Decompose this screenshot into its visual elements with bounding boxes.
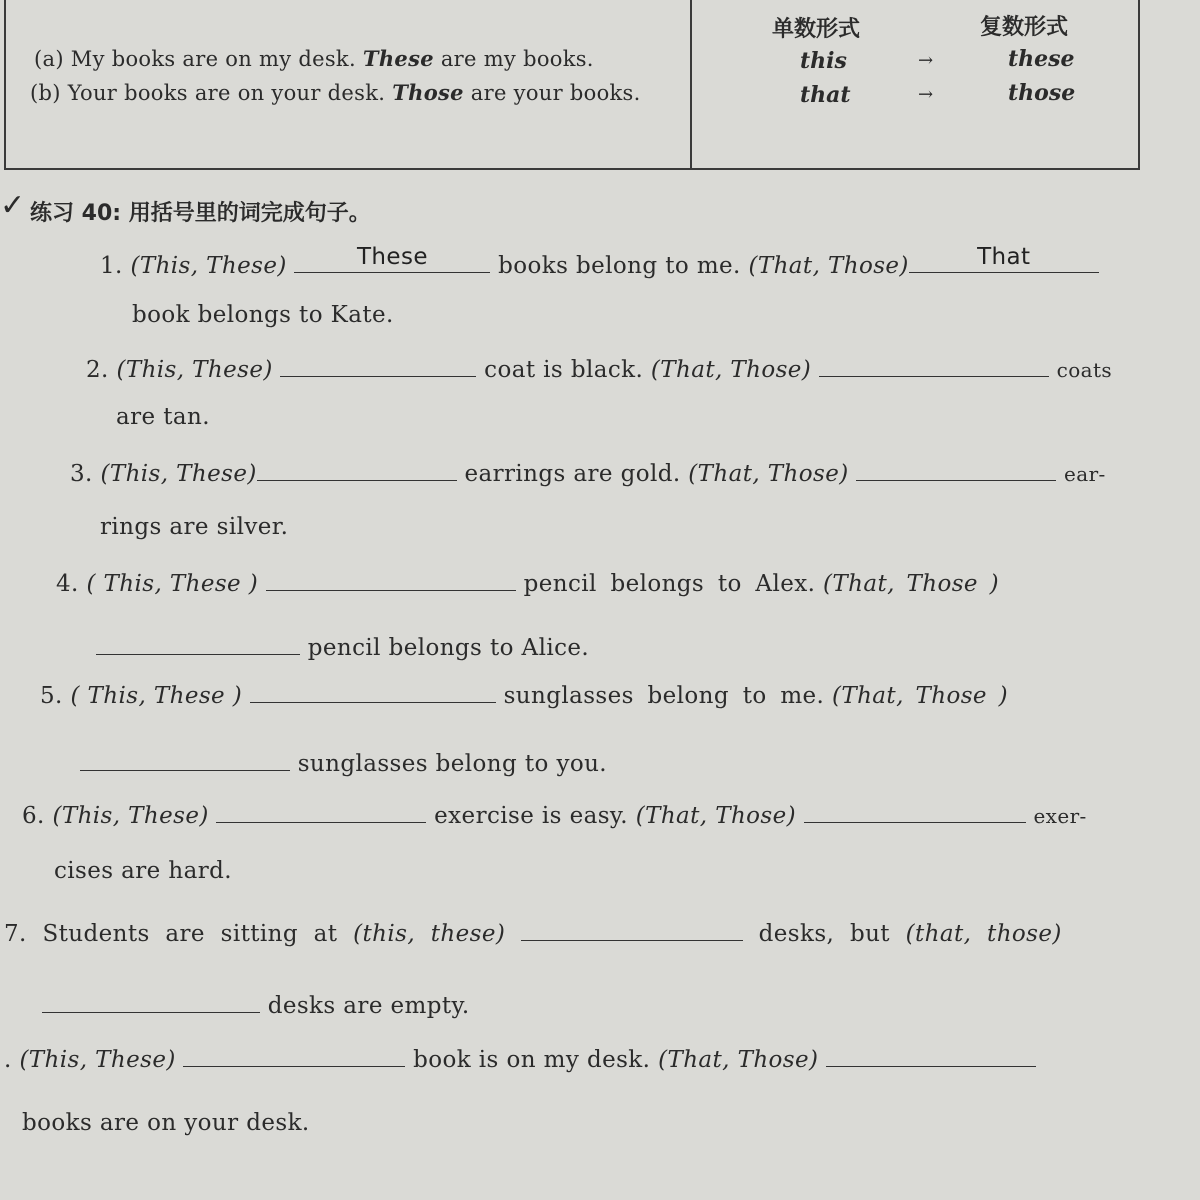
- box-divider: [690, 0, 692, 168]
- option-this-these: (This, These): [130, 253, 287, 279]
- singular-that: that: [800, 82, 851, 108]
- sentence-text: sunglasses belong to you.: [297, 751, 608, 777]
- item-number: 3.: [70, 461, 93, 487]
- item-5-line-2: [80, 748, 607, 777]
- plural-those: those: [1008, 80, 1076, 106]
- example-a: [34, 46, 594, 71]
- plural-header: 复数形式: [980, 15, 1069, 40]
- option-this-these: (This, These): [52, 803, 209, 829]
- handwritten-answer: That: [977, 244, 1031, 270]
- option-this-these: (This, These): [100, 461, 257, 487]
- answer-blank[interactable]: [909, 244, 1099, 273]
- answer-blank[interactable]: [826, 1044, 1036, 1067]
- example-a-bold: These: [362, 46, 434, 71]
- option-that-those: (That, Those): [658, 1047, 819, 1073]
- item-number: 2.: [86, 357, 109, 383]
- sentence-text: coat is black.: [484, 357, 644, 383]
- item-6-line-1: [22, 800, 1087, 829]
- answer-blank[interactable]: [216, 800, 426, 823]
- sentence-text: earrings are gold.: [464, 461, 681, 487]
- answer-blank[interactable]: [856, 458, 1056, 481]
- item-number: 7.: [4, 921, 27, 947]
- item-7-line-2: [42, 990, 470, 1019]
- singular-header: 单数形式: [772, 17, 861, 42]
- arrow-icon: →: [918, 50, 934, 71]
- answer-blank[interactable]: [183, 1044, 405, 1067]
- item-number: 1.: [100, 253, 123, 279]
- item-1-line-2: book belongs to Kate.: [132, 302, 394, 328]
- option-that-those: (That, Those ): [823, 571, 1000, 597]
- example-b-suffix: are your books.: [470, 81, 641, 105]
- sentence-text: pencil belongs to Alice.: [307, 635, 590, 661]
- item-6-line-2: cises are hard.: [54, 858, 232, 884]
- answer-blank[interactable]: [80, 748, 290, 771]
- answer-blank[interactable]: [280, 354, 476, 377]
- sentence-end: exer-: [1033, 804, 1087, 828]
- exercise-title: 练习 40: 用括号里的词完成句子。: [30, 201, 371, 226]
- sentence-text: desks are empty.: [267, 993, 470, 1019]
- item-5-line-1: [40, 680, 1008, 709]
- option-this-these: (this, these): [353, 921, 506, 947]
- example-a-suffix: are my books.: [440, 47, 594, 71]
- sentence-end: ear-: [1064, 462, 1106, 486]
- sentence-text: books belong to me.: [498, 253, 741, 279]
- item-number: 4.: [56, 571, 79, 597]
- checkmark-icon: ✓: [0, 188, 26, 223]
- answer-blank[interactable]: [42, 990, 260, 1013]
- item-8-line-2: books are on your desk.: [22, 1110, 310, 1136]
- example-a-prefix: (a) My books are on my desk.: [34, 47, 356, 71]
- option-that-those: (That, Those): [688, 461, 849, 487]
- arrow-icon: →: [918, 84, 934, 105]
- plural-these: these: [1008, 46, 1075, 72]
- answer-blank[interactable]: [257, 458, 457, 481]
- item-number: .: [4, 1047, 12, 1073]
- answer-blank[interactable]: [819, 354, 1049, 377]
- sentence-text: pencil belongs to Alex.: [523, 571, 816, 597]
- item-4-line-2: [96, 632, 589, 661]
- item-8-line-1: [4, 1044, 1036, 1073]
- option-that-those: (that, those): [905, 921, 1062, 947]
- sentence-text: book is on my desk.: [413, 1047, 651, 1073]
- answer-blank[interactable]: [96, 632, 300, 655]
- sentence-end: coats: [1056, 358, 1113, 382]
- example-b: [30, 80, 641, 105]
- option-this-these: ( This, These ): [86, 571, 259, 597]
- item-3-line-2: rings are silver.: [100, 514, 289, 540]
- singular-this: this: [800, 48, 847, 74]
- answer-blank[interactable]: [250, 680, 496, 703]
- sentence-text: desks, but: [758, 921, 890, 947]
- option-that-those: (That, Those): [650, 357, 812, 383]
- option-that-those: (That, Those): [635, 803, 796, 829]
- item-2-line-1: [86, 354, 1112, 383]
- example-b-prefix: (b) Your books are on your desk.: [30, 81, 386, 105]
- option-this-these: (This, These): [19, 1047, 176, 1073]
- item-7-line-1: [4, 918, 1062, 947]
- example-b-bold: Those: [392, 80, 464, 105]
- answer-blank[interactable]: [804, 800, 1026, 823]
- sentence-text: Students are sitting at: [42, 921, 338, 947]
- item-number: 5.: [40, 683, 63, 709]
- sentence-text: exercise is easy.: [434, 803, 628, 829]
- answer-blank[interactable]: [266, 568, 516, 591]
- option-this-these: (This, These): [116, 357, 273, 383]
- item-3-line-1: [70, 458, 1106, 487]
- item-1-line-1: [100, 244, 1099, 279]
- item-4-line-1: [56, 568, 999, 597]
- option-that-those: (That, Those): [748, 253, 909, 279]
- item-2-line-2: are tan.: [116, 404, 210, 430]
- handwritten-answer: These: [356, 244, 428, 270]
- answer-blank[interactable]: [294, 244, 490, 273]
- answer-blank[interactable]: [521, 918, 743, 941]
- sentence-text: sunglasses belong to me.: [503, 683, 825, 709]
- option-this-these: ( This, These ): [70, 683, 243, 709]
- option-that-those: (That, Those ): [831, 683, 1008, 709]
- item-number: 6.: [22, 803, 45, 829]
